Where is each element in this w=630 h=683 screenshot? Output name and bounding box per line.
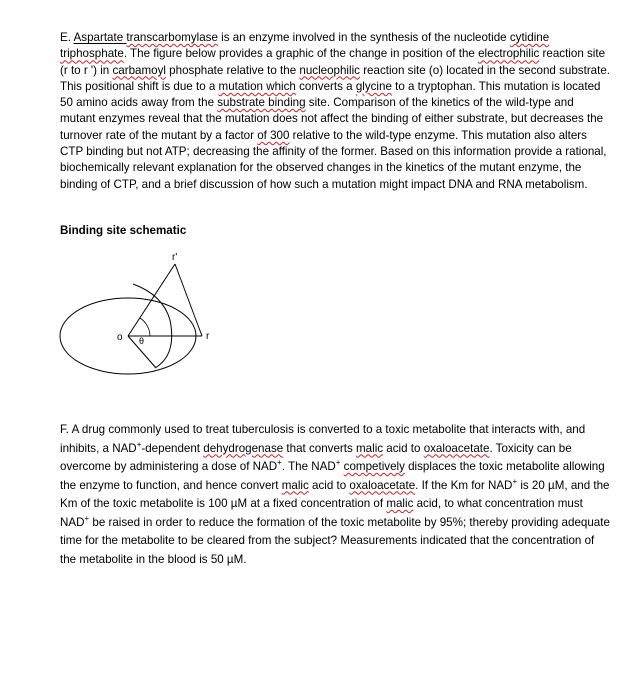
text-segment: site. Comparison of the kinetics of the wild-type and mutant enzymes reveal that the mutation does not affect the binding of either substrate, but decreases the turnover rate of the mutant by a factor bbox=[60, 96, 604, 142]
text-segment: + bbox=[512, 476, 518, 486]
text-segment: that converts bbox=[283, 441, 357, 455]
flagged-word: mutation which bbox=[218, 79, 296, 93]
flagged-word: malic bbox=[281, 478, 309, 492]
text-segment: phosphate relative to the bbox=[165, 63, 300, 77]
flagged-word: glycine bbox=[355, 79, 392, 93]
text-segment: acid, to what concentration must NAD bbox=[60, 497, 583, 529]
flagged-word: oxaloacetate bbox=[349, 478, 416, 492]
label-r: r bbox=[206, 331, 210, 342]
flagged-word: nucleophilic bbox=[299, 63, 360, 77]
text-segment: converts a bbox=[295, 79, 356, 93]
text-segment: to a tryptophan. This mutation is located 50 amino acids away from the bbox=[60, 79, 601, 110]
text-segment: acid to bbox=[383, 441, 424, 455]
flagged-word: malic bbox=[386, 497, 414, 510]
text-segment: + bbox=[84, 513, 90, 523]
ray-to-r-prime bbox=[128, 264, 175, 336]
text-segment: . The NAD bbox=[281, 460, 336, 473]
text-segment: + bbox=[277, 458, 282, 468]
text-segment: displaces the toxic metabolite allowing the enzyme to function, and hence convert bbox=[60, 460, 605, 492]
flagged-word: dehydrogenase bbox=[203, 441, 284, 455]
binding-site-schematic bbox=[55, 250, 255, 390]
question-f-paragraph bbox=[60, 421, 610, 569]
flagged-word: oxaloacetate bbox=[423, 441, 490, 455]
text-segment: is 20 µM, and the Km of the toxic metabolite is 100 µM at a fixed concentration of bbox=[60, 478, 610, 510]
text-segment: . Toxicity can be overcome by administering a dose of NAD bbox=[60, 441, 572, 473]
flagged-word: carbamoyl bbox=[112, 63, 166, 77]
theta-arc bbox=[140, 318, 150, 336]
text-segment: + bbox=[136, 439, 142, 449]
schematic-heading: Binding site schematic bbox=[60, 224, 187, 237]
text-segment: + bbox=[335, 458, 341, 468]
text-segment: F. A drug commonly used to treat tuberculosis is converted to a toxic metabolite that interacts with, and inhibits, a NAD bbox=[60, 423, 586, 455]
label-theta: θ bbox=[139, 336, 145, 346]
question-e-paragraph bbox=[60, 30, 610, 193]
flagged-word: electrophilic bbox=[478, 47, 540, 61]
text-segment: acid to bbox=[308, 478, 350, 492]
flagged-word: competively bbox=[343, 460, 405, 473]
arc-of-motion bbox=[133, 284, 172, 368]
text-segment: . The figure below provides a graphic of the change in position of the bbox=[123, 47, 479, 61]
text-segment: reaction site (r to r ') in bbox=[60, 47, 606, 77]
text-segment: E. bbox=[60, 31, 74, 44]
text-segment: relative to the wild-type enzyme. This mutation also alters CTP binding but not ATP; decreasing the affinity of the former. Based on this information provide a rational, biochemically relevant explanation for the observed changes in the kinetics of the mutant enzyme, the binding of CTP, and a brief discussion of how such a mutation might impact DNA and RNA metabolism. bbox=[60, 128, 607, 191]
text-segment: -dependent bbox=[141, 441, 204, 455]
flagged-word: substrate binding bbox=[217, 96, 306, 110]
chord-r-prime-to-r bbox=[175, 264, 202, 336]
flagged-word: transcarbomylase bbox=[126, 31, 218, 44]
text-segment: be raised in order to reduce the formation of the toxic metabolite by 95%; thereby providing adequate time for the metabolite to be cleared from the subject? Measurements indicated that the concentration of the metabolite in the blood is 50 µM. bbox=[60, 515, 610, 566]
text-segment: . If the Km for NAD bbox=[415, 478, 513, 492]
label-o: o bbox=[117, 332, 123, 343]
label-r-prime: r' bbox=[172, 252, 178, 263]
flagged-word: cytidine triphosphate bbox=[60, 31, 550, 61]
flagged-word: of 300 bbox=[257, 128, 290, 142]
text-segment: is an enzyme involved in the synthesis of the nucleotide bbox=[217, 31, 510, 44]
text-segment: reaction site (o) located in the second substrate. This positional shift is due to a bbox=[60, 63, 611, 93]
text-segment: Aspartate bbox=[73, 31, 124, 44]
flagged-word: malic bbox=[356, 441, 384, 455]
